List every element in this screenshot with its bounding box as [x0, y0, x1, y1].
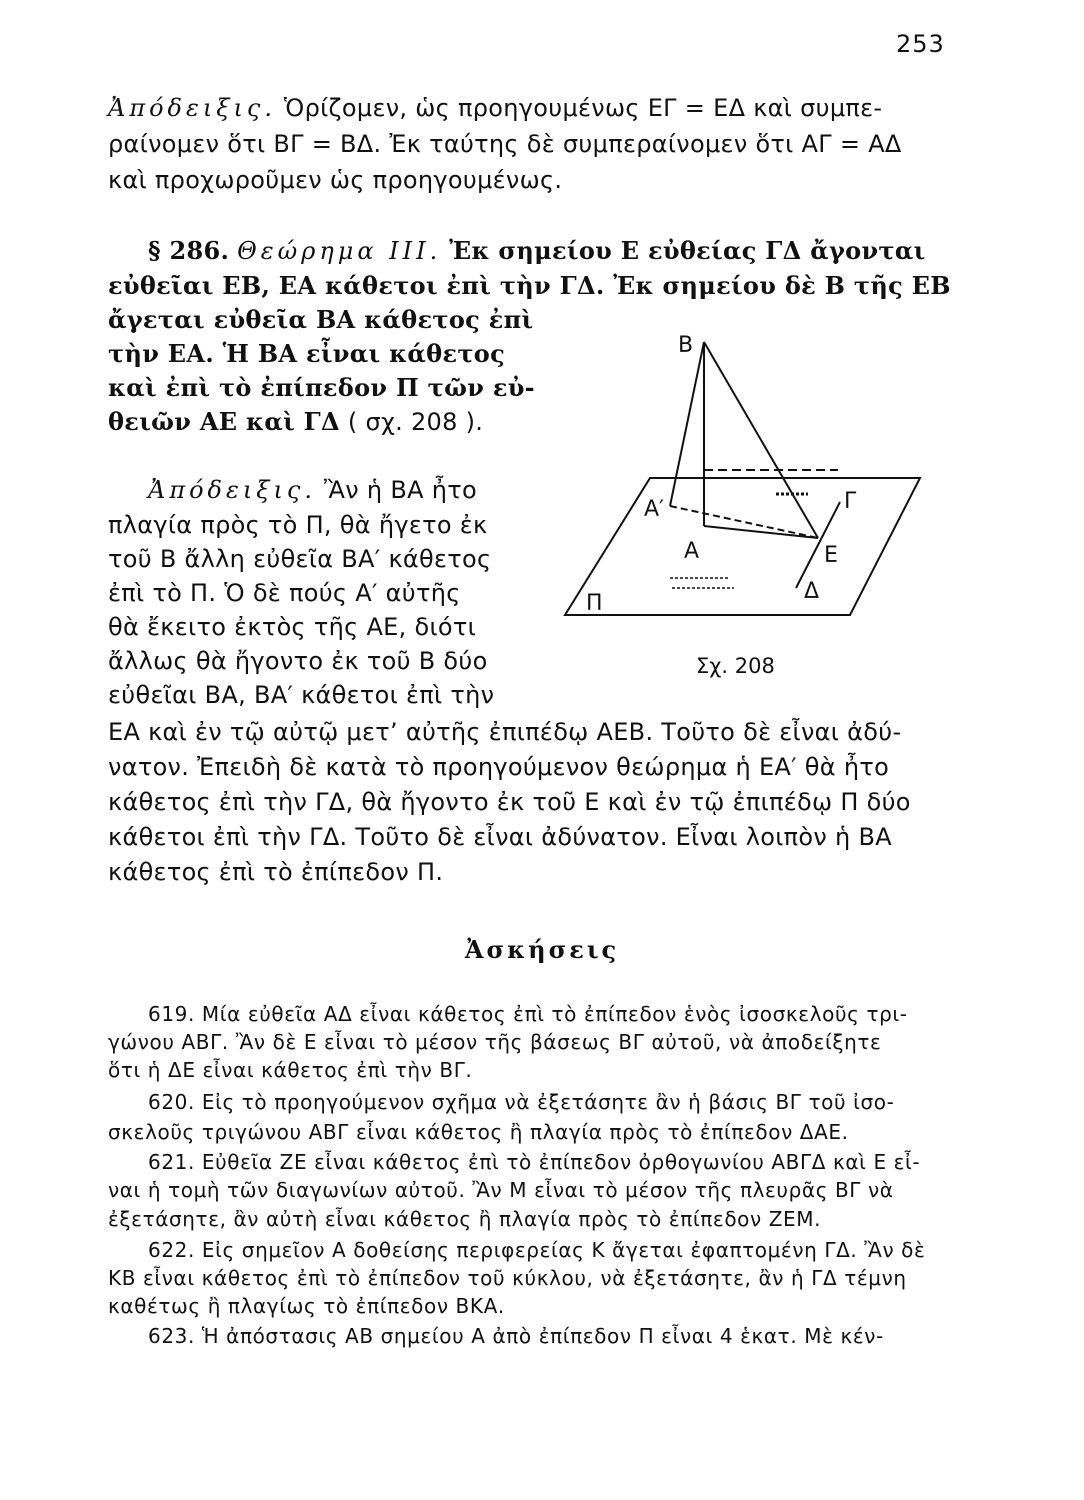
exercise-line: ἐξετάσητε, ἂν αὐτὴ εἶναι κάθετος ἢ πλαγία πρὸς τὸ ἐπίπεδον ΖΕΜ. — [108, 1207, 822, 1231]
proof-2-line-1 — [148, 476, 477, 504]
label-a: Α — [684, 539, 700, 564]
exercise-line: 623. Ἡ ἀπόστασις ΑΒ σημείου Α ἀπὸ ἐπίπεδον Π εἶναι 4 ἑκατ. Μὲ κέν- — [148, 1324, 884, 1348]
theorem-line-6 — [108, 407, 483, 436]
theorem-title: Θεώρημα ΙΙΙ. — [237, 237, 442, 265]
label-b: Β — [678, 333, 694, 358]
theorem-line-1 — [148, 236, 926, 265]
segment-ba-prime — [670, 342, 704, 506]
proof-1-line-3: καὶ προχωροῦμεν ὡς προηγουμένως. — [108, 166, 563, 194]
figure-reference: ( σχ. 208 ). — [339, 408, 484, 436]
exercise-line: 619. Μία εὐθεῖα ΑΔ εἶναι κάθετος ἐπὶ τὸ ἐπίπεδον ἑνὸς ἰσοσκελοῦς τρι- — [148, 1002, 908, 1026]
proof-2-line: τοῦ Β ἄλλη εὐθεῖα ΒΑ′ κάθετος — [108, 545, 492, 573]
proof-2-lead: Ἀπόδειξις. — [148, 476, 316, 504]
theorem-line-5: καὶ ἐπὶ τὸ ἐπίπεδον Π τῶν εὐ- — [108, 373, 535, 402]
proof-2-line: κάθετος ἐπὶ τὸ ἐπίπεδον Π. — [108, 858, 444, 886]
exercise-line: 620. Εἰς τὸ προηγούμενον σχῆμα νὰ ἐξετάσητε ἂν ἡ βάσις ΒΓ τοῦ ἰσο- — [148, 1090, 895, 1114]
proof-2-line: κάθετοι ἐπὶ τὴν ΓΔ. Τοῦτο δὲ εἶναι ἀδύνατον. Εἶναι λοιπὸν ἡ ΒΑ — [108, 823, 892, 851]
proof-1-line-1 — [108, 94, 940, 122]
proof-2-line: κάθετος ἐπὶ τὴν ΓΔ, θὰ ἤγοντο ἐκ τοῦ Ε καὶ ἐν τῷ ἐπιπέδῳ Π δύο — [108, 788, 911, 816]
exercise-line: 621. Εὐθεῖα ΖΕ εἶναι κάθετος ἐπὶ τὸ ἐπίπεδον ὀρθογωνίου ΑΒΓΔ καὶ Ε εἶ- — [148, 1150, 921, 1174]
proof-2-line: ἐπὶ τὸ Π. Ὁ δὲ πούς Α′ αὐτῆς — [108, 579, 461, 607]
exercise-line: γώνου ΑΒΓ. Ἂν δὲ Ε εἶναι τὸ μέσον τῆς βάσεως ΒΓ αὐτοῦ, νὰ ἀποδείξητε — [108, 1030, 882, 1054]
proof-1-line-1-text: Ὁρίζομεν, ὡς προηγουμένως ΕΓ = ΕΔ καὶ συμπε- — [276, 94, 883, 122]
segment-be — [704, 342, 818, 538]
proof-2-line: νατον. Ἐπειδὴ δὲ κατὰ τὸ προηγούμενον θεώρημα ἡ ΕΑ′ θὰ ἦτο — [108, 753, 890, 781]
figure-caption: Σχ. 208 — [696, 654, 775, 678]
proof-2-line-1-text: Ἂν ἡ ΒΑ ἦτο — [316, 476, 478, 504]
proof-2-line: εὐθεῖαι ΒΑ, ΒΑ′ κάθετοι ἐπὶ τὴν — [108, 681, 495, 709]
section-number: § 286. — [148, 236, 230, 265]
theorem-line-6-text: θειῶν ΑΕ καὶ ΓΔ — [108, 407, 340, 436]
label-delta: Δ — [804, 579, 820, 604]
segment-ae — [704, 526, 818, 538]
label-e: Ε — [824, 543, 838, 568]
exercise-line: ναι ἡ τομὴ τῶν διαγωνίων αὐτοῦ. Ἂν Μ εἶναι τὸ μέσον τῆς πλευρᾶς ΒΓ νὰ — [108, 1178, 894, 1202]
proof-1-lead: Ἀπόδειξις. — [108, 94, 276, 122]
proof-1-line-2: ραίνομεν ὅτι ΒΓ = ΒΔ. Ἐκ ταύτης δὲ συμπεραίνομεν ὅτι ΑΓ = ΑΔ — [108, 130, 902, 158]
exercise-line: ὅτι ἡ ΔΕ εἶναι κάθετος ἐπὶ τὴν ΒΓ. — [108, 1058, 473, 1082]
exercise-line: ΚΒ εἶναι κάθετος ἐπὶ τὸ ἐπίπεδον τοῦ κύκλου, νὰ ἐξετάσητε, ἂν ἡ ΓΔ τέμνη — [108, 1266, 907, 1290]
label-pi: Π — [586, 591, 603, 616]
label-a-prime: Α′ — [644, 497, 665, 522]
theorem-line-2: εὐθεῖαι ΕΒ, ΕΑ κάθετοι ἐπὶ τὴν ΓΔ. Ἐκ σημείου δὲ Β τῆς ΕΒ — [108, 271, 951, 300]
exercises-heading: Ἀσκήσεις — [464, 935, 620, 964]
proof-2-line: πλαγία πρὸς τὸ Π, θὰ ἤγετο ἐκ — [108, 511, 488, 539]
theorem-line-4: τὴν ΕΑ. Ἡ ΒΑ εἶναι κάθετος — [108, 339, 506, 368]
exercise-line: καθέτως ἢ πλαγίως τὸ ἐπίπεδον ΒΚΑ. — [108, 1294, 505, 1318]
plane-pi — [565, 478, 920, 615]
proof-2-line: ΕΑ καὶ ἐν τῷ αὐτῷ μετ’ αὐτῆς ἐπιπέδῳ ΑΕΒ. Τοῦτο δὲ εἶναι ἀδύ- — [108, 718, 902, 746]
exercise-line: σκελοῦς τριγώνου ΑΒΓ εἶναι κάθετος ἢ πλαγία πρὸς τὸ ἐπίπεδον ΔΑΕ. — [108, 1120, 849, 1144]
page-number: 253 — [896, 30, 945, 58]
proof-2-line: ἄλλως θὰ ἤγοντο ἐκ τοῦ Β δύο — [108, 647, 488, 675]
theorem-line-3: ἄγεται εὐθεῖα ΒΑ κάθετος ἐπὶ — [108, 305, 534, 334]
theorem-line-1-text: Ἐκ σημείου Ε εὐθείας ΓΔ ἄγονται — [449, 236, 926, 265]
proof-2-line: θὰ ἔκειτο ἐκτὸς τῆς ΑΕ, διότι — [108, 613, 477, 641]
label-gamma: Γ — [844, 489, 857, 514]
exercise-line: 622. Εἰς σημεῖον Α δοθείσης περιφερείας Κ ἄγεται ἐφαπτομένη ΓΔ. Ἂν δὲ — [148, 1238, 926, 1262]
segment-a-prime-e — [670, 506, 818, 538]
figure-208 — [560, 330, 940, 650]
